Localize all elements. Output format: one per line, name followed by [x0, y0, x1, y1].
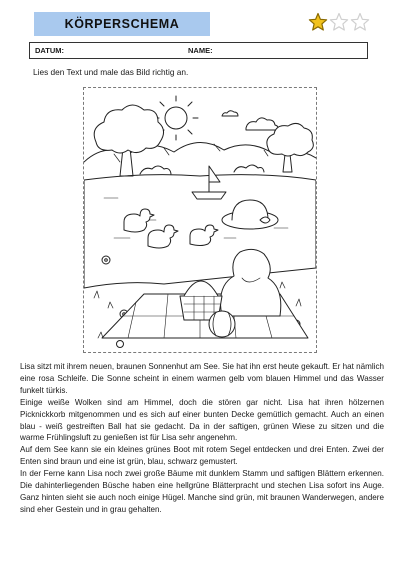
story-paragraph: In der Ferne kann Lisa noch zwei große Bäume mit dunklem Stamm und saftigen Blättern erkennen. Die dahinterliegenden Büsche haben eine hellgrüne Blätterpracht und stechen Lisa sofort ins Auge. Ganz hinten sieht sie auch noch einige Hügel. Manche sind grün, mit braunen Wanderwegen, andere sind eher Gestein und in grau gehalten.: [20, 469, 384, 514]
worksheet-title: KÖRPERSCHEMA: [64, 17, 180, 31]
date-name-box: [29, 42, 368, 59]
story-text: [20, 361, 384, 516]
ducks-drawing: [124, 209, 218, 248]
bushes-drawing: [140, 165, 264, 174]
story-paragraph: Lisa sitzt mit ihrem neuen, braunen Sonnenhut am See. Sie hat ihn erst heute gekauft. Er hat nämlich eine rosa Schleife. Die Sonne scheint in einem warmen gelb vom blauen Himmel und das Wasser funkelt türkis.: [20, 362, 384, 395]
girl-drawing: [221, 200, 281, 316]
name-label: NAME:: [188, 46, 213, 55]
date-label: DATUM:: [35, 46, 65, 55]
coloring-picture: [83, 87, 317, 353]
story-paragraph: Auf dem See kann sie ein kleines grünes Boot mit rotem Segel entdecken und drei Enten. Zwei der Enten sind braun und eine ist grün, blau, schwarz gemustert.: [20, 445, 384, 467]
ball-drawing: [209, 311, 235, 337]
tree-left-drawing: [94, 105, 163, 176]
star-icon: [329, 12, 349, 32]
story-paragraph: Einige weiße Wolken sind am Himmel, doch die stören gar nicht. Lisa hat ihren hölzernen Picknickkorb mitgenommen und es sich auf einer bunten Decke gemütlich gemacht. Auch an einen blau - weiß gestreiften Ball hat sie gedacht. Da in der saftigen, grünen Wiese zu sitzen und die warme Frühlingsluft zu genießen ist für Lisa sehr angenehm.: [20, 397, 384, 443]
instruction-text: Lies den Text und male das Bild richtig an.: [33, 67, 189, 77]
tree-right-drawing: [267, 123, 313, 172]
worksheet-title-banner: [34, 12, 210, 36]
star-icon: [350, 12, 370, 32]
sailboat-drawing: [192, 166, 226, 199]
difficulty-stars: [308, 12, 370, 32]
star-icon: [308, 12, 328, 32]
